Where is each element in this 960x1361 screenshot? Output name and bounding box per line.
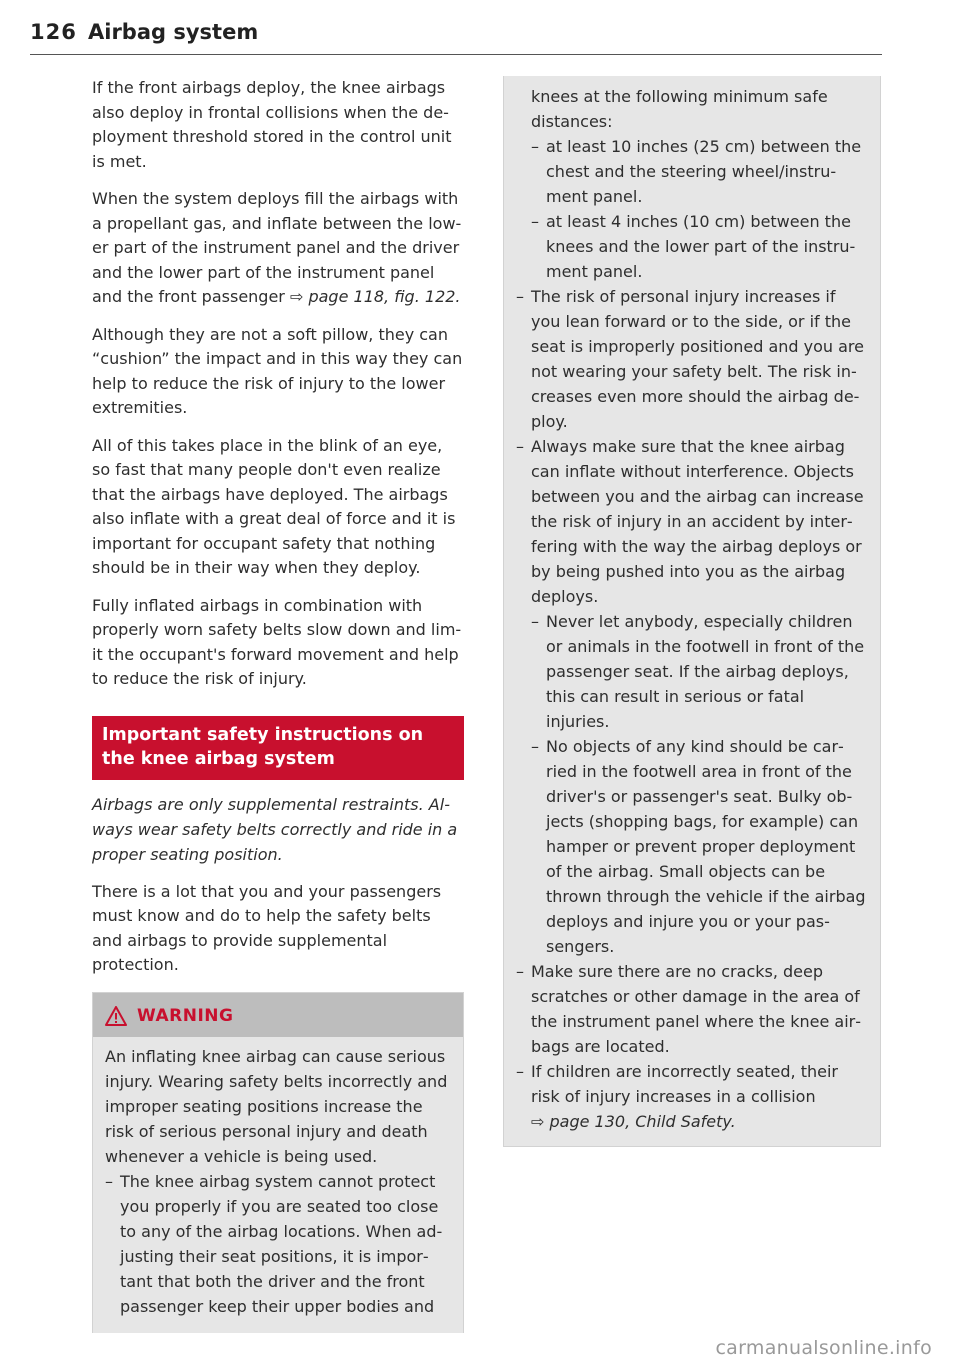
warning-sub-item: – Never let anybody, especially children or animals in the footwell in front of the passenger seat. If the airbag deploys, this can result in serious or fatal injuries. xyxy=(531,609,868,734)
warning-list-item: – The knee airbag system cannot protect you properly if you are seated too close to any of the airbag locations. When adjusting their seat positions, it is important that both the driver and the front passenger keep their upper bodies and xyxy=(105,1169,451,1319)
warning-body xyxy=(93,1037,463,1333)
page-reference-link[interactable]: ⇨ page 130, Child Safety. xyxy=(531,1112,736,1131)
page-reference-link[interactable]: ⇨ page 118, fig. 122. xyxy=(289,287,461,306)
warning-list-item: – Make sure there are no cracks, deep scratches or other damage in the area of the instrument panel where the knee airbags are located. xyxy=(516,959,868,1059)
warning-sub-list xyxy=(531,609,868,959)
page-number: 126 xyxy=(30,20,77,44)
right-column xyxy=(503,76,881,1147)
paragraph: Although they are not a soft pillow, they can “cushion” the impact and in this way they can help to reduce the risk of injury to the lower extremities. xyxy=(92,324,463,417)
warning-box xyxy=(92,992,464,1333)
left-column xyxy=(92,76,464,1333)
section-title: Airbag system xyxy=(88,20,259,44)
page-header xyxy=(30,20,882,55)
paragraph: All of this takes place in the blink of an eye, so fast that many people don't even realize that the airbags have deployed. The airbags also inflate with a great deal of force and it is important for occupant safety that nothing should be in their way when they deploy. xyxy=(92,435,456,577)
warning-list-item-continued xyxy=(516,84,868,284)
section-intro: Airbags are only supplemental restraints. Always wear safety belts correctly and ride in a proper seating position. xyxy=(92,794,458,864)
warning-sub-item: – No objects of any kind should be carried in the footwell area in front of the driver's or passenger's seat. Bulky objects (shopping bags, for example) can hamper or prevent proper deployment of the airbag. Small objects can be thrown through the vehicle if the airbag deploys and injure you or your passengers. xyxy=(531,734,868,959)
paragraph-text: When the system deploys fill the airbags with a propellant gas, and inflate between the lower part of the instrument panel and the driver and the lower part of the instrument panel and the front passenger xyxy=(92,189,462,306)
warning-sub-item: – at least 10 inches (25 cm) between the chest and the steering wheel/instrument panel. xyxy=(531,134,868,209)
warning-header xyxy=(93,993,463,1037)
warning-label: WARNING xyxy=(137,1005,234,1026)
warning-sub-list xyxy=(531,134,868,284)
warning-list xyxy=(105,1169,451,1319)
paragraph: Fully inflated airbags in combination with properly worn safety belts slow down and limit the occupant's forward movement and help to reduce the risk of injury. xyxy=(92,595,462,688)
warning-item-text: knees at the following minimum safe distances: xyxy=(531,87,828,131)
warning-item-text: – Always make sure that the knee airbag can inflate without interference. Objects between you and the airbag can increase the risk of injury in an accident by interfering with the way the airbag deploys or by being pushed into you as the airbag deploys. xyxy=(531,437,864,606)
warning-list-item xyxy=(516,1059,868,1134)
warning-box-continued xyxy=(503,76,881,1147)
warning-item-text: If children are incorrectly seated, their risk of injury increases in a collision xyxy=(531,1062,838,1106)
watermark: carmanualsonline.info xyxy=(715,1337,932,1359)
section-body: There is a lot that you and your passengers must know and do to help the safety belts and airbags to provide supplemental protection. xyxy=(92,881,442,974)
warning-triangle-icon xyxy=(105,1006,127,1026)
warning-list-item xyxy=(516,434,868,959)
paragraph: If the front airbags deploy, the knee airbags also deploy in frontal collisions when the deployment threshold stored in the control unit is met. xyxy=(92,78,452,171)
warning-text: An inflating knee airbag can cause serious injury. Wearing safety belts incorrectly and improper seating positions increase the risk of serious personal injury and death whenever a vehicle is being used. xyxy=(105,1046,448,1166)
paragraph xyxy=(92,187,464,310)
warning-list xyxy=(516,84,868,1134)
section-heading: Important safety instructions on the knee airbag system xyxy=(92,716,464,780)
warning-sub-item: – at least 4 inches (10 cm) between the knees and the lower part of the instrument panel. xyxy=(531,209,868,284)
warning-list-item: – The risk of personal injury increases if you lean forward or to the side, or if the seat is improperly positioned and you are not wearing your safety belt. The risk increases even more should the airbag deploy. xyxy=(516,284,868,434)
